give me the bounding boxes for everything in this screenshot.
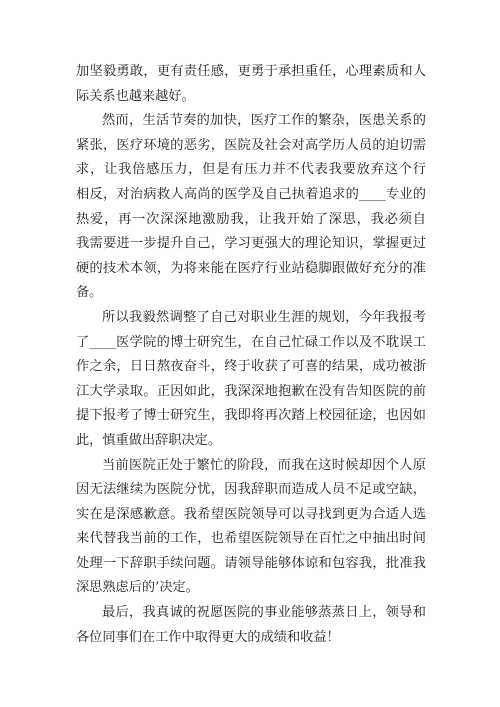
text-line: 深思熟虑后的’决定。 [76,580,199,596]
text-line: 各位同事们在工作中取得更大的成绩和收益！ [76,629,340,645]
text-line: 热爱，再一次深深地激励我，让我开始了深思，我必须自 [76,211,426,227]
text-line: 因无法继续为医院分忧，因我辞职而造成人员不足或空缺， [76,482,426,498]
text-line: 最后，我真诚的祝愿医院的事业能够蒸蒸日上，领导和 [102,605,426,621]
document-body [76,60,426,650]
text-line: 硬的技术本领，为将来能在医疗行业站稳脚跟做好充分的准 [76,260,426,276]
text-line: 加坚毅勇敢，更有责任感，更勇于承担重任，心理素质和人 [76,64,426,79]
text-line: 处理一下辞职手续问题。请领导能够体谅和包容我，批准我 [76,555,426,571]
text-line: 相反，对治病救人高尚的医学及自己执着追求的____专业的 [76,186,426,202]
text-line: 当前医院正处于繁忙的阶段，而我在这时候却因个人原 [102,457,426,473]
text-line: 然而，生活节奏的加快，医疗工作的繁杂，医患关系的 [102,113,426,129]
text-line: 提下报考了博士研究生，我即将再次踏上校园征途，也因如 [76,408,426,424]
text-line: 实在是深感歉意。我希望医院领导可以寻找到更为合适人选 [76,506,426,522]
text-line: 际关系也越来越好。 [76,88,195,104]
text-line: 求，让我倍感压力，但是有压力并不代表我要放弃这个行 [76,162,426,178]
text-line: 了____医学院的博士研究生，在自己忙碌工作以及不耽误工 [76,334,426,350]
text-line: 作之余，日日熬夜奋斗，终于收获了可喜的结果，成功被浙 [76,359,426,375]
text-line: 紧张，医疗环境的恶劣，医院及社会对高学历人员的迫切需 [76,137,426,153]
text-line: 此，慎重做出辞职决定。 [76,432,222,448]
text-line: 来代替我当前的工作，也希望医院领导在百忙之中抽出时间 [76,531,426,547]
text-line: 所以我毅然调整了自己对职业生涯的规划，今年我报考 [102,309,426,325]
text-line: 江大学录取。正因如此，我深深地抱歉在没有告知医院的前 [76,383,426,399]
text-line: 备。 [76,285,103,301]
text-line: 我需要进一步提升自己，学习更强大的理论知识，掌握更过 [76,236,426,252]
